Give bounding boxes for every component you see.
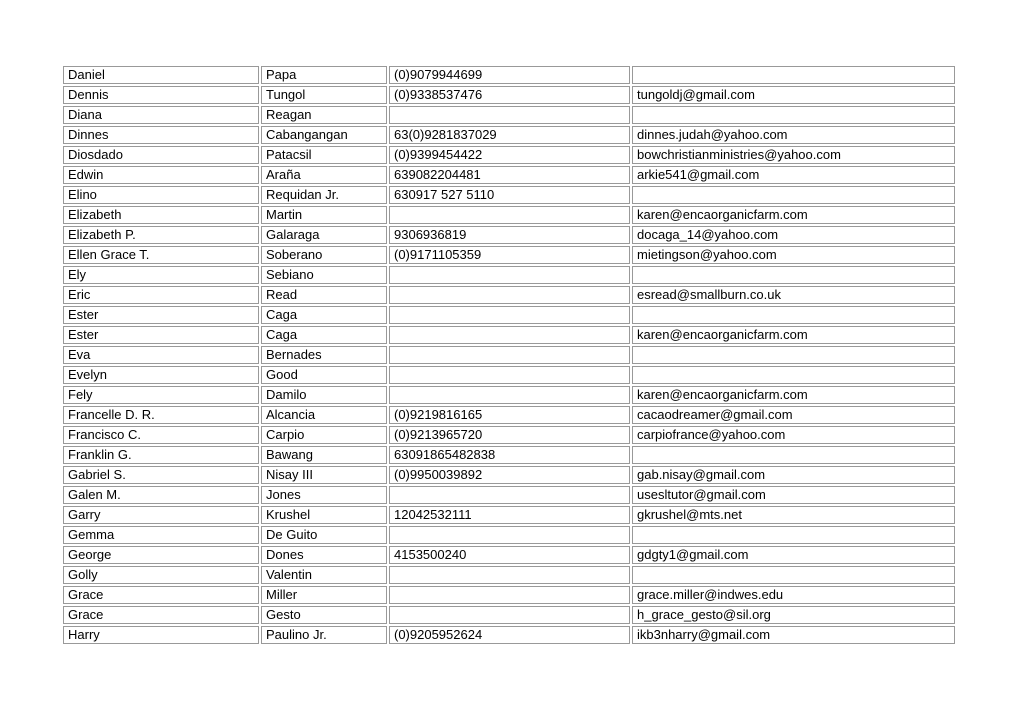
cell-email: ikb3nharry@gmail.com: [632, 626, 955, 644]
cell-phone: 639082204481: [389, 166, 630, 184]
cell-first-name: Galen M.: [63, 486, 259, 504]
cell-last-name: Valentin: [261, 566, 387, 584]
cell-first-name: Gabriel S.: [63, 466, 259, 484]
table-row: [63, 386, 955, 404]
cell-first-name: Ester: [63, 326, 259, 344]
table-row: [63, 526, 955, 544]
cell-email: [632, 306, 955, 324]
cell-email: usesltutor@gmail.com: [632, 486, 955, 504]
table-row: [63, 86, 955, 104]
cell-last-name: Read: [261, 286, 387, 304]
cell-email: [632, 446, 955, 464]
cell-first-name: Edwin: [63, 166, 259, 184]
cell-phone: (0)9205952624: [389, 626, 630, 644]
cell-phone: 63(0)9281837029: [389, 126, 630, 144]
table-row: [63, 66, 955, 84]
cell-phone: (0)9213965720: [389, 426, 630, 444]
cell-email: grace.miller@indwes.edu: [632, 586, 955, 604]
cell-phone: [389, 206, 630, 224]
cell-email: arkie541@gmail.com: [632, 166, 955, 184]
cell-last-name: Sebiano: [261, 266, 387, 284]
cell-first-name: Elizabeth P.: [63, 226, 259, 244]
cell-phone: 12042532111: [389, 506, 630, 524]
cell-last-name: Gesto: [261, 606, 387, 624]
cell-last-name: Damilo: [261, 386, 387, 404]
cell-last-name: Soberano: [261, 246, 387, 264]
cell-phone: (0)9171105359: [389, 246, 630, 264]
cell-last-name: Carpio: [261, 426, 387, 444]
table-row: [63, 606, 955, 624]
cell-last-name: Bernades: [261, 346, 387, 364]
table-row: [63, 286, 955, 304]
cell-first-name: Franklin G.: [63, 446, 259, 464]
cell-email: [632, 266, 955, 284]
cell-first-name: Grace: [63, 586, 259, 604]
table-row: [63, 546, 955, 564]
cell-phone: [389, 266, 630, 284]
table-row: [63, 206, 955, 224]
cell-phone: (0)9219816165: [389, 406, 630, 424]
table-row: [63, 506, 955, 524]
cell-phone: [389, 386, 630, 404]
cell-last-name: Paulino Jr.: [261, 626, 387, 644]
cell-first-name: Gemma: [63, 526, 259, 544]
cell-first-name: Evelyn: [63, 366, 259, 384]
cell-first-name: Dennis: [63, 86, 259, 104]
table-row: [63, 446, 955, 464]
cell-first-name: Dinnes: [63, 126, 259, 144]
cell-email: [632, 346, 955, 364]
cell-first-name: Diosdado: [63, 146, 259, 164]
table-row: [63, 266, 955, 284]
cell-first-name: Golly: [63, 566, 259, 584]
cell-email: esread@smallburn.co.uk: [632, 286, 955, 304]
cell-first-name: Daniel: [63, 66, 259, 84]
cell-last-name: Araña: [261, 166, 387, 184]
cell-last-name: Krushel: [261, 506, 387, 524]
cell-email: mietingson@yahoo.com: [632, 246, 955, 264]
cell-last-name: Papa: [261, 66, 387, 84]
cell-first-name: Eva: [63, 346, 259, 364]
cell-email: karen@encaorganicfarm.com: [632, 386, 955, 404]
cell-last-name: Patacsil: [261, 146, 387, 164]
cell-phone: [389, 306, 630, 324]
cell-last-name: Jones: [261, 486, 387, 504]
cell-email: karen@encaorganicfarm.com: [632, 206, 955, 224]
table-row: [63, 106, 955, 124]
cell-phone: [389, 346, 630, 364]
cell-first-name: Fely: [63, 386, 259, 404]
cell-email: gdgty1@gmail.com: [632, 546, 955, 564]
table-row: [63, 566, 955, 584]
cell-email: h_grace_gesto@sil.org: [632, 606, 955, 624]
cell-last-name: Reagan: [261, 106, 387, 124]
cell-last-name: Bawang: [261, 446, 387, 464]
table-row: [63, 246, 955, 264]
cell-first-name: Grace: [63, 606, 259, 624]
cell-phone: (0)9399454422: [389, 146, 630, 164]
cell-first-name: Ellen Grace T.: [63, 246, 259, 264]
cell-phone: [389, 286, 630, 304]
cell-first-name: Diana: [63, 106, 259, 124]
cell-email: gab.nisay@gmail.com: [632, 466, 955, 484]
table-row: [63, 466, 955, 484]
cell-email: [632, 366, 955, 384]
cell-last-name: Martin: [261, 206, 387, 224]
cell-email: carpiofrance@yahoo.com: [632, 426, 955, 444]
cell-phone: [389, 526, 630, 544]
table-row: [63, 186, 955, 204]
cell-phone: 63091865482838: [389, 446, 630, 464]
table-row: [63, 586, 955, 604]
cell-email: [632, 526, 955, 544]
cell-phone: [389, 106, 630, 124]
cell-last-name: Cabangangan: [261, 126, 387, 144]
table-row: [63, 406, 955, 424]
table-row: [63, 306, 955, 324]
cell-first-name: Francisco C.: [63, 426, 259, 444]
cell-email: dinnes.judah@yahoo.com: [632, 126, 955, 144]
cell-email: [632, 106, 955, 124]
cell-email: [632, 566, 955, 584]
cell-last-name: Galaraga: [261, 226, 387, 244]
cell-last-name: Miller: [261, 586, 387, 604]
cell-email: bowchristianministries@yahoo.com: [632, 146, 955, 164]
cell-email: tungoldj@gmail.com: [632, 86, 955, 104]
cell-email: [632, 186, 955, 204]
cell-first-name: Ely: [63, 266, 259, 284]
table-row: [63, 486, 955, 504]
cell-email: karen@encaorganicfarm.com: [632, 326, 955, 344]
cell-email: docaga_14@yahoo.com: [632, 226, 955, 244]
cell-phone: [389, 326, 630, 344]
cell-last-name: De Guito: [261, 526, 387, 544]
cell-phone: [389, 586, 630, 604]
table-row: [63, 146, 955, 164]
cell-last-name: Requidan Jr.: [261, 186, 387, 204]
cell-first-name: Francelle D. R.: [63, 406, 259, 424]
cell-last-name: Caga: [261, 326, 387, 344]
cell-last-name: Good: [261, 366, 387, 384]
table-row: [63, 426, 955, 444]
table-row: [63, 326, 955, 344]
cell-last-name: Alcancia: [261, 406, 387, 424]
cell-first-name: Eric: [63, 286, 259, 304]
cell-phone: (0)9338537476: [389, 86, 630, 104]
table-row: [63, 366, 955, 384]
cell-first-name: Harry: [63, 626, 259, 644]
table-row: [63, 346, 955, 364]
cell-last-name: Caga: [261, 306, 387, 324]
cell-last-name: Nisay III: [261, 466, 387, 484]
cell-email: gkrushel@mts.net: [632, 506, 955, 524]
cell-phone: 9306936819: [389, 226, 630, 244]
table-row: [63, 226, 955, 244]
cell-first-name: Elino: [63, 186, 259, 204]
cell-first-name: Ester: [63, 306, 259, 324]
cell-last-name: Dones: [261, 546, 387, 564]
cell-phone: [389, 606, 630, 624]
cell-phone: 4153500240: [389, 546, 630, 564]
cell-email: cacaodreamer@gmail.com: [632, 406, 955, 424]
table-row: [63, 166, 955, 184]
cell-phone: 630917 527 5110: [389, 186, 630, 204]
cell-phone: (0)9079944699: [389, 66, 630, 84]
cell-phone: [389, 486, 630, 504]
cell-phone: [389, 366, 630, 384]
cell-first-name: Elizabeth: [63, 206, 259, 224]
cell-email: [632, 66, 955, 84]
cell-first-name: George: [63, 546, 259, 564]
cell-last-name: Tungol: [261, 86, 387, 104]
table-row: [63, 626, 955, 644]
cell-phone: (0)9950039892: [389, 466, 630, 484]
contact-table: [61, 64, 957, 646]
cell-phone: [389, 566, 630, 584]
cell-first-name: Garry: [63, 506, 259, 524]
table-row: [63, 126, 955, 144]
